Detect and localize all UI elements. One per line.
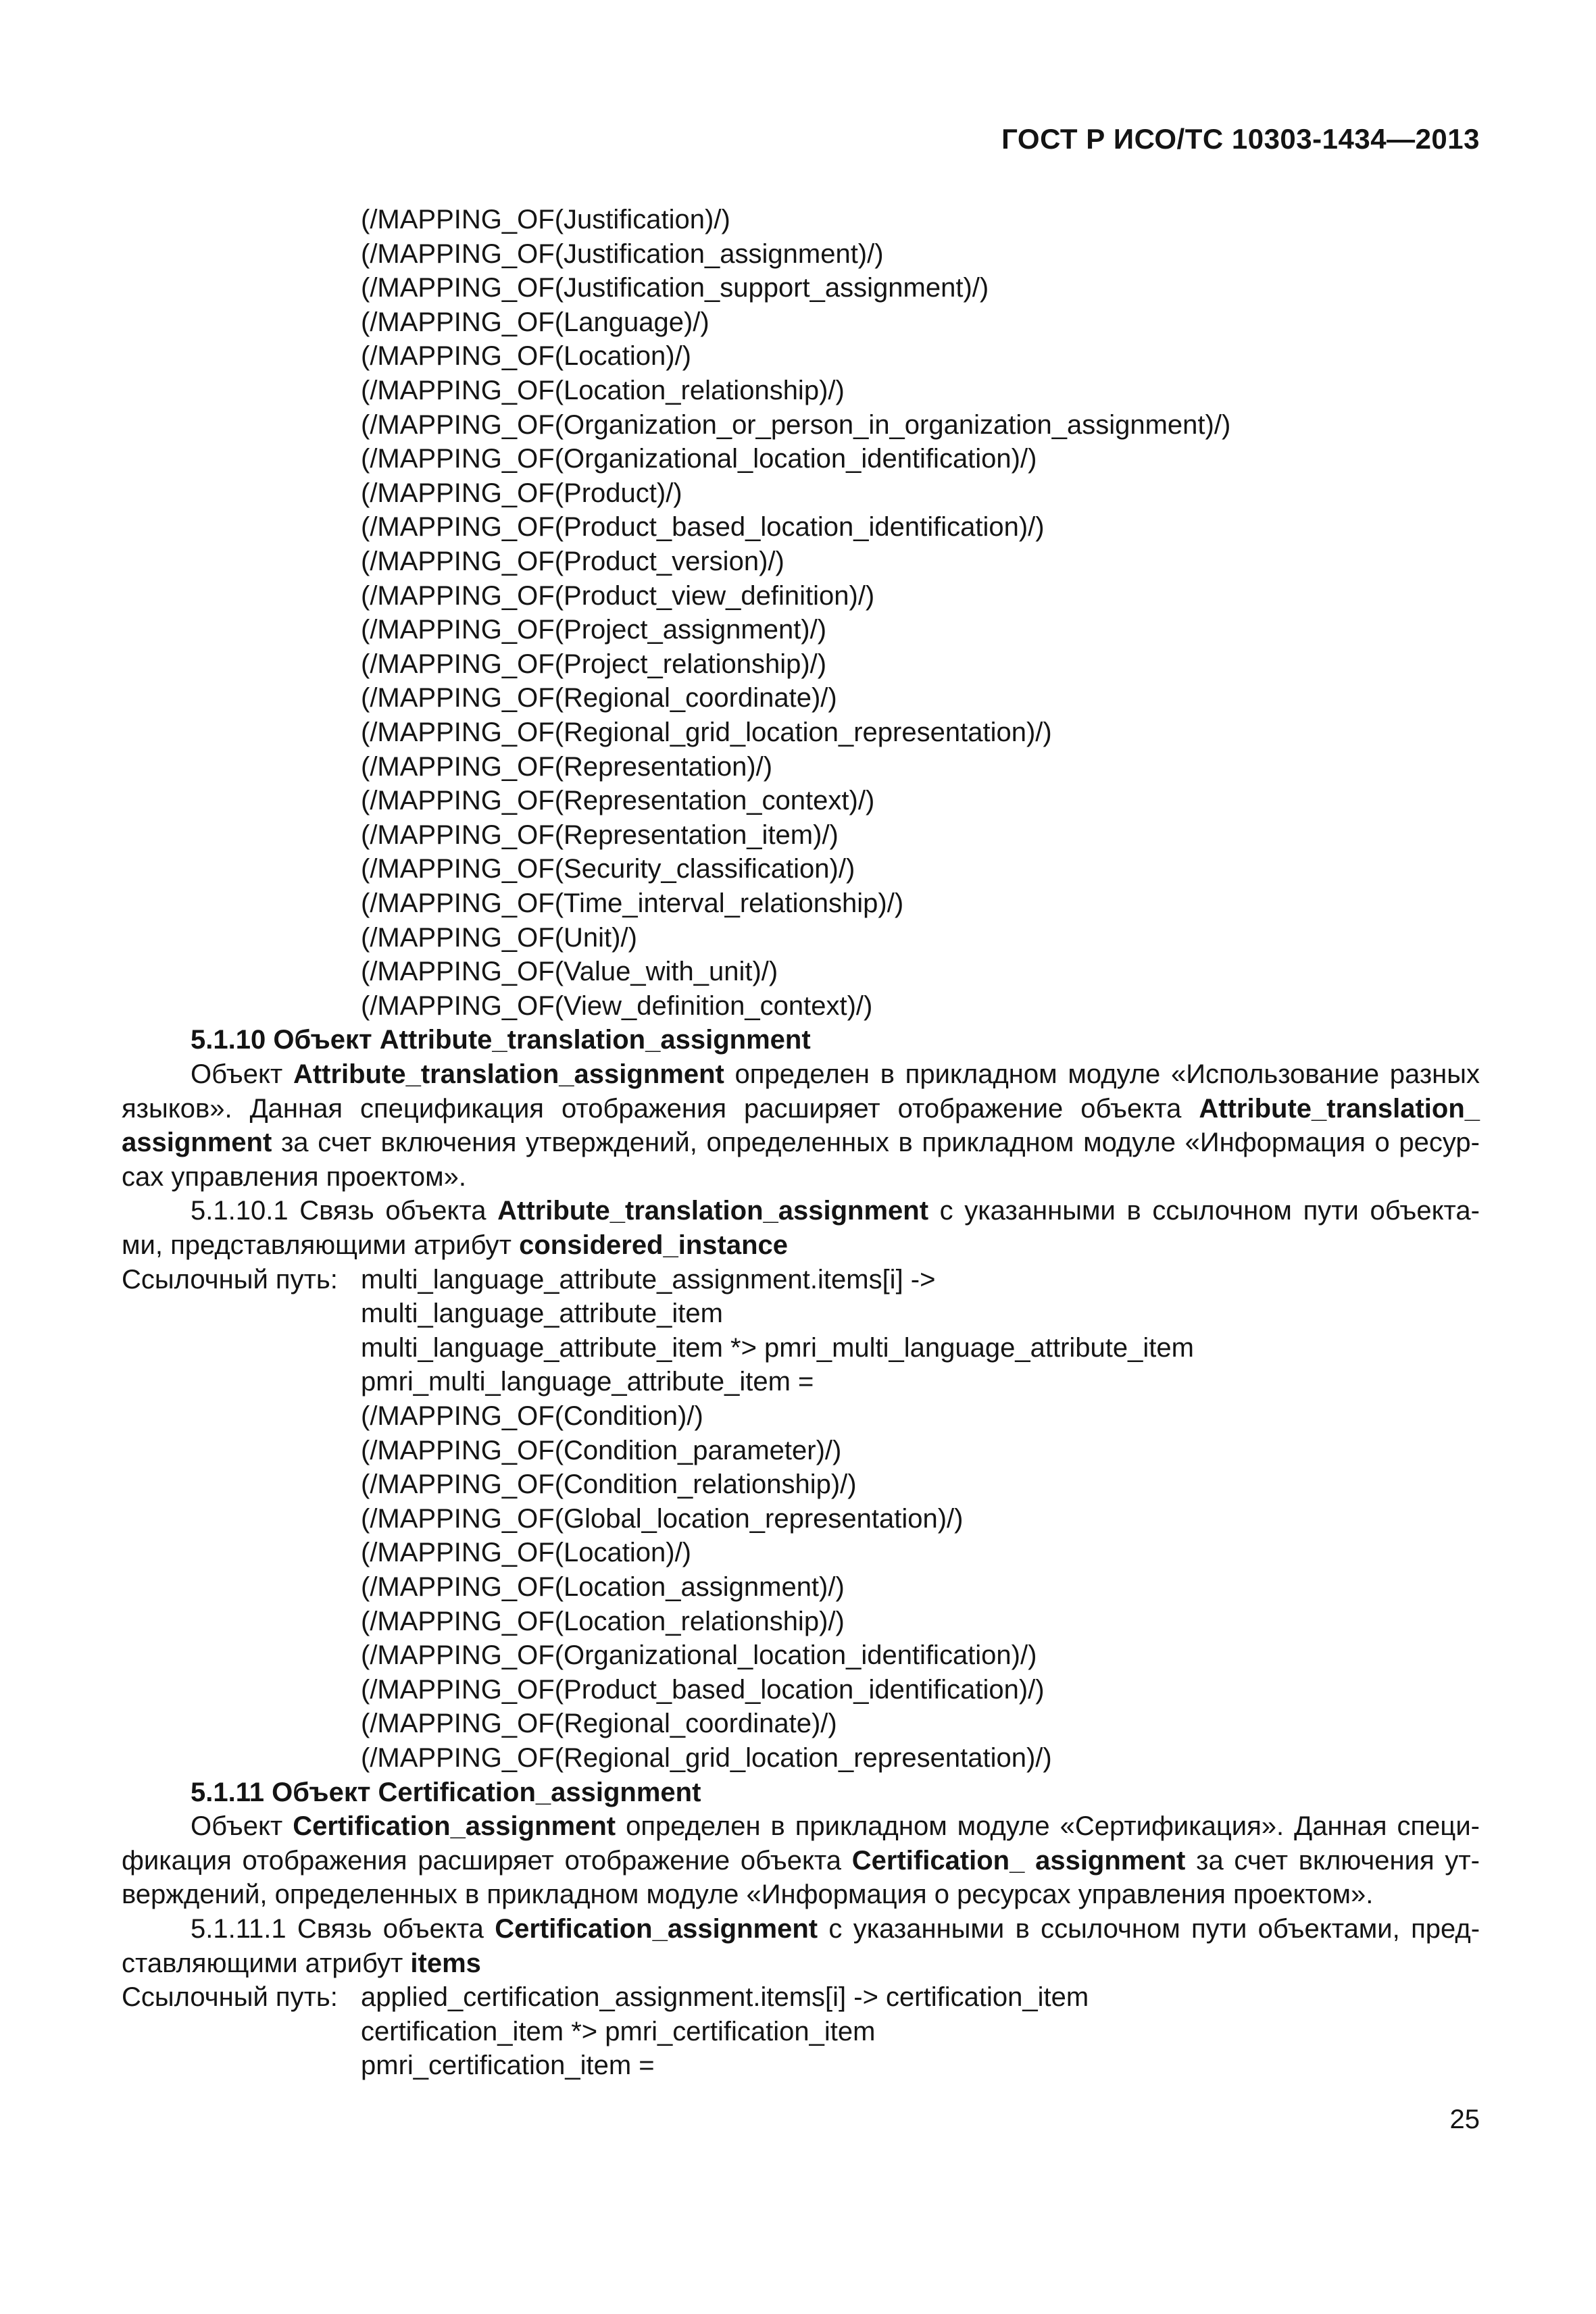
reference-path-line: multi_language_attribute_assignment.items[i] -> xyxy=(361,1264,936,1294)
mapping-line: (/MAPPING_OF(Location_relationship)/) xyxy=(361,376,845,405)
paragraph-line xyxy=(122,1844,1480,1878)
section-heading: 5.1.11 Объект Certification_assignment xyxy=(191,1777,701,1807)
mapping-line: (/MAPPING_OF(Product_version)/) xyxy=(361,547,784,576)
reference-path-line: (/MAPPING_OF(Product_based_location_identification)/) xyxy=(361,1674,1045,1705)
text-run: сах управления проектом». xyxy=(122,1161,466,1192)
paragraph-line xyxy=(122,1228,1480,1262)
reference-path-label: Ссылочный путь: xyxy=(122,1982,338,2013)
entity-name: Certification_assignment xyxy=(495,1914,818,1944)
text-run: Объект xyxy=(191,1811,293,1842)
reference-path-line: (/MAPPING_OF(Condition_relationship)/) xyxy=(361,1469,857,1500)
text-run: ставляющими атрибут xyxy=(122,1948,411,1978)
reference-path-line: (/MAPPING_OF(Condition)/) xyxy=(361,1401,703,1431)
reference-path-line: (/MAPPING_OF(Global_location_representation)/) xyxy=(361,1503,964,1534)
reference-path-line: pmri_multi_language_attribute_item = xyxy=(361,1367,814,1397)
mapping-line: (/MAPPING_OF(Time_interval_relationship)/) xyxy=(361,888,904,918)
reference-path-label: Ссылочный путь: xyxy=(122,1264,338,1294)
mapping-line: (/MAPPING_OF(Organization_or_person_in_organization_assignment)/) xyxy=(361,409,1231,440)
paragraph-line xyxy=(122,1126,1480,1159)
mapping-line: (/MAPPING_OF(Justification_assignment)/) xyxy=(361,238,884,269)
text-run: за счет включения утверждений, определенных в прикладном модуле «Информация о ресур- xyxy=(272,1128,1480,1158)
paragraph-line xyxy=(191,1194,1480,1228)
reference-path-line: certification_item *> pmri_certification_item xyxy=(361,2016,876,2046)
entity-name: items xyxy=(410,1948,481,1978)
paragraph-line xyxy=(122,1878,1480,1911)
mapping-line: (/MAPPING_OF(Justification_support_assignment)/) xyxy=(361,273,989,303)
mapping-line: (/MAPPING_OF(Organizational_location_identification)/) xyxy=(361,444,1037,474)
text-run: Объект xyxy=(191,1059,293,1089)
reference-path-line: pmri_certification_item = xyxy=(361,2051,655,2081)
text-run: верждений, определенных в прикладном модуле «Информация о ресурсах управления проектом». xyxy=(122,1880,1374,1910)
mapping-line: (/MAPPING_OF(Representation_item)/) xyxy=(361,820,839,850)
paragraph-line xyxy=(191,1912,1480,1946)
mapping-line: (/MAPPING_OF(Location)/) xyxy=(361,341,692,372)
mapping-line: (/MAPPING_OF(Project_assignment)/) xyxy=(361,615,827,645)
entity-name: Certification_ assignment xyxy=(851,1845,1186,1876)
text-run: определен в прикладном модуле «Сертификация». Данная специ- xyxy=(616,1811,1480,1842)
entity-name: considered_instance xyxy=(519,1230,789,1260)
text-run: фикация отображения расширяет отображение объекта xyxy=(122,1845,852,1876)
mapping-line: (/MAPPING_OF(View_definition_context)/) xyxy=(361,990,873,1021)
entity-name: Attribute_translation_assignment xyxy=(497,1196,929,1226)
text-run: ми, представляющими атрибут xyxy=(122,1230,520,1260)
text-run: 5.1.10.1 Связь объекта xyxy=(191,1196,498,1226)
standard-header: ГОСТ Р ИСО/ТС 10303-1434—2013 xyxy=(1001,123,1480,155)
paragraph-line xyxy=(122,1160,1480,1194)
mapping-line: (/MAPPING_OF(Product_based_location_identification)/) xyxy=(361,512,1045,543)
paragraph-line xyxy=(191,1809,1480,1843)
reference-path-line: (/MAPPING_OF(Organizational_location_identification)/) xyxy=(361,1640,1037,1671)
text-run: с указанными в ссылочном пути объекта- xyxy=(928,1196,1480,1226)
text-run: 5.1.11.1 Связь объекта xyxy=(191,1914,495,1944)
reference-path-line: multi_language_attribute_item *> pmri_multi_language_attribute_item xyxy=(361,1332,1194,1363)
mapping-line: (/MAPPING_OF(Product_view_definition)/) xyxy=(361,580,875,611)
paragraph-line xyxy=(122,1092,1480,1126)
entity-name: assignment xyxy=(122,1128,272,1158)
text-run: определен в прикладном модуле «Использование разных xyxy=(724,1059,1480,1089)
page-number: 25 xyxy=(1449,2105,1480,2134)
reference-path-line: applied_certification_assignment.items[i] -> certification_item xyxy=(361,1982,1089,2013)
section-heading: 5.1.10 Объект Attribute_translation_assignment xyxy=(191,1025,811,1055)
mapping-line: (/MAPPING_OF(Representation)/) xyxy=(361,751,773,782)
reference-path-line: (/MAPPING_OF(Location_assignment)/) xyxy=(361,1572,845,1602)
reference-path-line: multi_language_attribute_item xyxy=(361,1299,723,1329)
reference-path-line: (/MAPPING_OF(Condition_parameter)/) xyxy=(361,1435,842,1465)
paragraph-line xyxy=(191,1057,1480,1091)
reference-path-line: (/MAPPING_OF(Location_relationship)/) xyxy=(361,1606,845,1636)
reference-path-line: (/MAPPING_OF(Location)/) xyxy=(361,1538,692,1568)
mapping-line: (/MAPPING_OF(Representation_context)/) xyxy=(361,786,875,816)
mapping-line: (/MAPPING_OF(Regional_coordinate)/) xyxy=(361,683,837,713)
mapping-line: (/MAPPING_OF(Justification)/) xyxy=(361,205,730,234)
entity-name: Certification_assignment xyxy=(293,1811,616,1842)
mapping-line: (/MAPPING_OF(Regional_grid_location_representation)/) xyxy=(361,718,1052,747)
text-run: за счет включения ут- xyxy=(1185,1845,1480,1876)
mapping-line: (/MAPPING_OF(Value_with_unit)/) xyxy=(361,957,778,987)
text-run: с указанными в ссылочном пути объектами, пред- xyxy=(818,1914,1480,1944)
entity-name: Attribute_translation_assignment xyxy=(293,1059,724,1089)
reference-path-line: (/MAPPING_OF(Regional_coordinate)/) xyxy=(361,1709,837,1739)
text-run: языков». Данная спецификация отображения расширяет отображение объекта xyxy=(122,1093,1199,1124)
mapping-line: (/MAPPING_OF(Unit)/) xyxy=(361,922,637,953)
mapping-line: (/MAPPING_OF(Language)/) xyxy=(361,307,709,337)
mapping-line: (/MAPPING_OF(Product)/) xyxy=(361,478,682,508)
entity-name: Attribute_translation_ xyxy=(1199,1093,1480,1124)
paragraph-line xyxy=(122,1946,1480,1980)
mapping-line: (/MAPPING_OF(Project_relationship)/) xyxy=(361,649,827,679)
reference-path-line: (/MAPPING_OF(Regional_grid_location_representation)/) xyxy=(361,1743,1052,1773)
mapping-line: (/MAPPING_OF(Security_classification)/) xyxy=(361,854,855,884)
